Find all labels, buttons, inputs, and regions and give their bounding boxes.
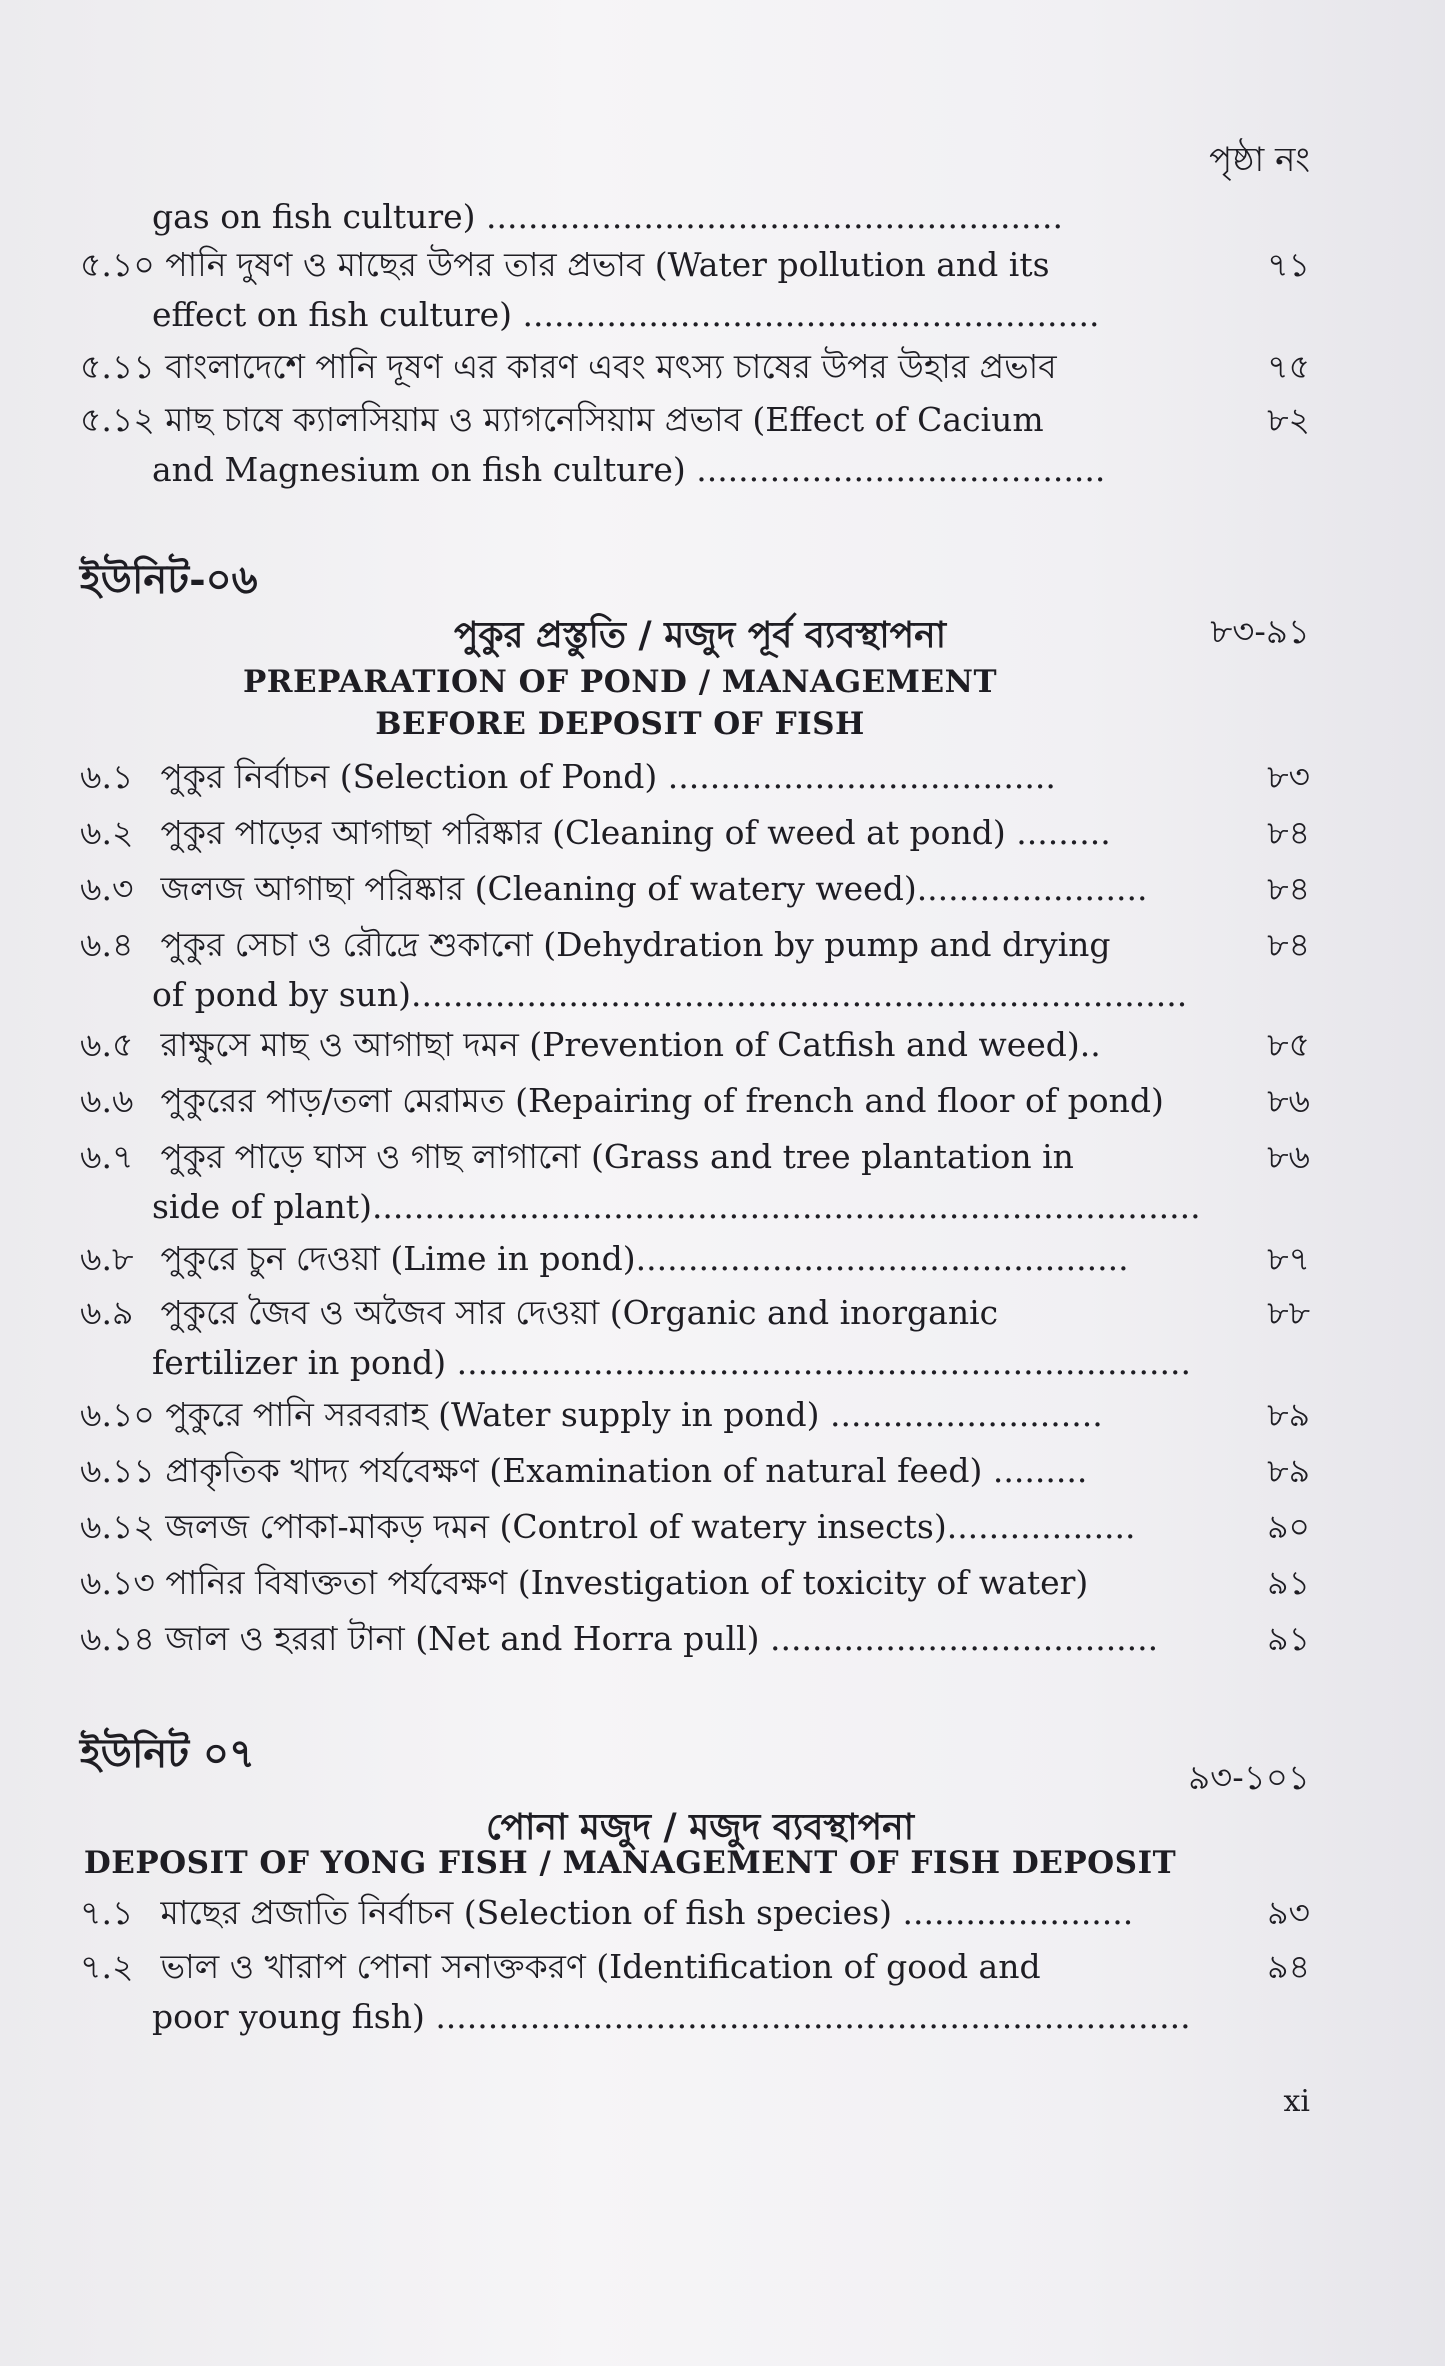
toc-entry-page: ৯০: [1267, 1507, 1310, 1546]
unit-title: ইউনিট-০৬: [80, 556, 258, 603]
toc-entry-page: ৯১: [1267, 1619, 1310, 1658]
unit-title: ইউনিট ০৭: [80, 1730, 256, 1777]
toc-entry-text: পুকুর নির্বাচন (Selection of Pond) .....................................: [160, 757, 1056, 796]
toc-entry-text: মাছ চাষে ক্যালসিয়াম ও ম্যাগনেসিয়াম প্রভাব (Effect of Cacium: [165, 400, 1044, 439]
toc-entry-text: জলজ আগাছা পরিষ্কার (Cleaning of watery weed)......................: [160, 869, 1148, 908]
toc-entry-text: জাল ও হররা টানা (Net and Horra pull) .....................................: [165, 1619, 1159, 1658]
toc-entry-page: ৮৬: [1267, 1137, 1310, 1176]
toc-entry-page: ৮৪: [1267, 813, 1310, 852]
toc-entry: [80, 1502, 1310, 1552]
toc-entry-number: ৬.৮: [80, 1239, 134, 1278]
toc-entry-page: ৮৪: [1267, 869, 1310, 908]
toc-entry-number: ৬.২: [80, 813, 134, 852]
toc-entry-text: gas on fish culture) .......................................................: [152, 197, 1063, 236]
toc-entry-continuation: fertilizer in pond) ......................................................................: [152, 1343, 1191, 1382]
toc-entry: [80, 342, 1310, 392]
toc-entry: [80, 395, 1310, 495]
toc-entry-number: ৬.৩: [80, 869, 134, 908]
toc-entry-page: ৭৫: [1267, 347, 1310, 386]
toc-entry-continuation: effect on fish culture) .......................................................: [152, 295, 1100, 334]
toc-entry-text: বাংলাদেশে পানি দূষণ এর কারণ এবং মৎস্য চাষের উপর উহার প্রভাব: [165, 347, 1057, 386]
toc-entry: [80, 240, 1310, 340]
unit-page-range: ৯৩-১০১: [1188, 1758, 1310, 1798]
toc-entry-text: পুকুরে পানি সরবরাহ (Water supply in pond) ..........................: [165, 1395, 1103, 1434]
toc-entry-number: ৬.৬: [80, 1081, 134, 1120]
toc-entry-page: ৮৩: [1267, 757, 1310, 796]
unit-heading-english: BEFORE DEPOSIT OF FISH: [375, 706, 865, 742]
toc-entry-page: ৮৯: [1267, 1451, 1310, 1490]
unit-heading-english: DEPOSIT OF YONG FISH / MANAGEMENT OF FISH DEPOSIT: [83, 1845, 1177, 1881]
toc-entry-continuation: poor young fish) ........................................................................: [152, 1997, 1191, 2036]
toc-entry-text: ভাল ও খারাপ পোনা সনাক্তকরণ (Identification of good and: [160, 1947, 1041, 1986]
toc-entry-number: ৭.২: [80, 1947, 134, 1986]
toc-entry-page: ৯১: [1267, 1563, 1310, 1602]
toc-entry-page: ৮৯: [1267, 1395, 1310, 1434]
toc-entry-text: জলজ পোকা-মাকড় দমন (Control of watery insects)..................: [165, 1507, 1136, 1546]
toc-entry: [80, 1234, 1310, 1284]
unit-heading-bengali: পোনা মজুদ / মজুদ ব্যবস্থাপনা: [485, 1806, 915, 1848]
toc-entry-page: ৯৩: [1267, 1893, 1310, 1932]
toc-entry-number: ৬.৫: [80, 1025, 134, 1064]
toc-entry-page: ৯৪: [1267, 1947, 1310, 1986]
toc-entry: [80, 1614, 1310, 1664]
toc-entry: [80, 808, 1310, 858]
toc-entry-number: ৬.১২: [80, 1507, 155, 1546]
toc-entry: [80, 1390, 1310, 1440]
toc-entry-text: মাছের প্রজাতি নির্বাচন (Selection of fish species) ......................: [160, 1893, 1134, 1932]
toc-entry: [80, 1888, 1310, 1938]
footer-page-number: xi: [1283, 2084, 1310, 2119]
toc-entry: [80, 1446, 1310, 1496]
toc-entry: [80, 752, 1310, 802]
toc-entry-page: ৮৮: [1267, 1293, 1310, 1332]
toc-entry: [80, 864, 1310, 914]
toc-entry-text: পানি দুষণ ও মাছের উপর তার প্রভাব (Water pollution and its: [165, 245, 1050, 284]
toc-entry: [80, 1020, 1310, 1070]
toc-entry: [80, 1288, 1310, 1388]
toc-entry: [80, 1942, 1310, 2042]
toc-entry: [80, 1132, 1310, 1232]
unit-heading-english: PREPARATION OF POND / MANAGEMENT: [242, 664, 998, 700]
unit-heading-bengali: পুকুর প্রস্তুতি / মজুদ পূর্ব ব্যবস্থাপনা: [453, 614, 947, 656]
toc-entry-continuation: and Magnesium on fish culture) .......................................: [152, 450, 1106, 489]
toc-entry: [80, 1076, 1310, 1126]
toc-entry-number: ৬.১০: [80, 1395, 155, 1434]
toc-entry-number: ৫.১১: [80, 347, 155, 386]
toc-entry-number: ৬.৯: [80, 1293, 134, 1332]
toc-entry-number: ৬.১৪: [80, 1619, 155, 1658]
toc-entry-page: ৮৬: [1267, 1081, 1310, 1120]
toc-entry-page: ৮৪: [1267, 925, 1310, 964]
toc-entry: [80, 1558, 1310, 1608]
toc-entry-number: ৬.১১: [80, 1451, 155, 1490]
toc-entry: [80, 192, 1310, 242]
toc-entry-number: ৬.১৩: [80, 1563, 155, 1602]
toc-entry-text: পুকুরে চুন দেওয়া (Lime in pond)...............................................: [160, 1239, 1129, 1278]
toc-entry-page: ৮২: [1267, 400, 1310, 439]
toc-entry: [80, 920, 1310, 1020]
toc-entry-text: পুকুর সেচা ও রৌদ্রে শুকানো (Dehydration by pump and drying: [160, 925, 1111, 964]
toc-entry-continuation: side of plant)...............................................................................: [152, 1187, 1201, 1226]
toc-entry-page: ৭১: [1267, 245, 1310, 284]
unit-page-range: ৮৩-৯১: [1210, 612, 1310, 652]
toc-entry-text: পুকুর পাড়ের আগাছা পরিষ্কার (Cleaning of weed at pond) .........: [160, 813, 1111, 852]
toc-entry-text: পুকুরের পাড়/তলা মেরামত (Repairing of french and floor of pond): [160, 1081, 1164, 1120]
toc-entry-number: ৫.১০: [80, 245, 155, 284]
toc-entry-text: রাক্ষুসে মাছ ও আগাছা দমন (Prevention of Catfish and weed)..: [160, 1025, 1101, 1064]
toc-entry-page: ৮৫: [1267, 1025, 1310, 1064]
toc-entry-number: ৬.৭: [80, 1137, 134, 1176]
toc-entry-text: পুকুরে জৈব ও অজৈব সার দেওয়া (Organic and inorganic: [160, 1293, 999, 1332]
toc-entry-continuation: of pond by sun)..........................................................................: [152, 975, 1188, 1014]
toc-entry-text: পানির বিষাক্ততা পর্যবেক্ষণ (Investigation of toxicity of water): [165, 1563, 1089, 1602]
page-number-header: পৃষ্ঠা নং: [1209, 140, 1310, 180]
toc-entry-text: প্রাকৃতিক খাদ্য পর্যবেক্ষণ (Examination of natural feed) .........: [165, 1451, 1088, 1490]
toc-entry-text: পুকুর পাড়ে ঘাস ও গাছ লাগানো (Grass and tree plantation in: [160, 1137, 1074, 1176]
toc-entry-number: ৫.১২: [80, 400, 155, 439]
toc-entry-page: ৮৭: [1267, 1239, 1310, 1278]
toc-entry-number: ৭.১: [80, 1893, 134, 1932]
toc-entry-number: ৬.১: [80, 757, 134, 796]
toc-entry-number: ৬.৪: [80, 925, 134, 964]
